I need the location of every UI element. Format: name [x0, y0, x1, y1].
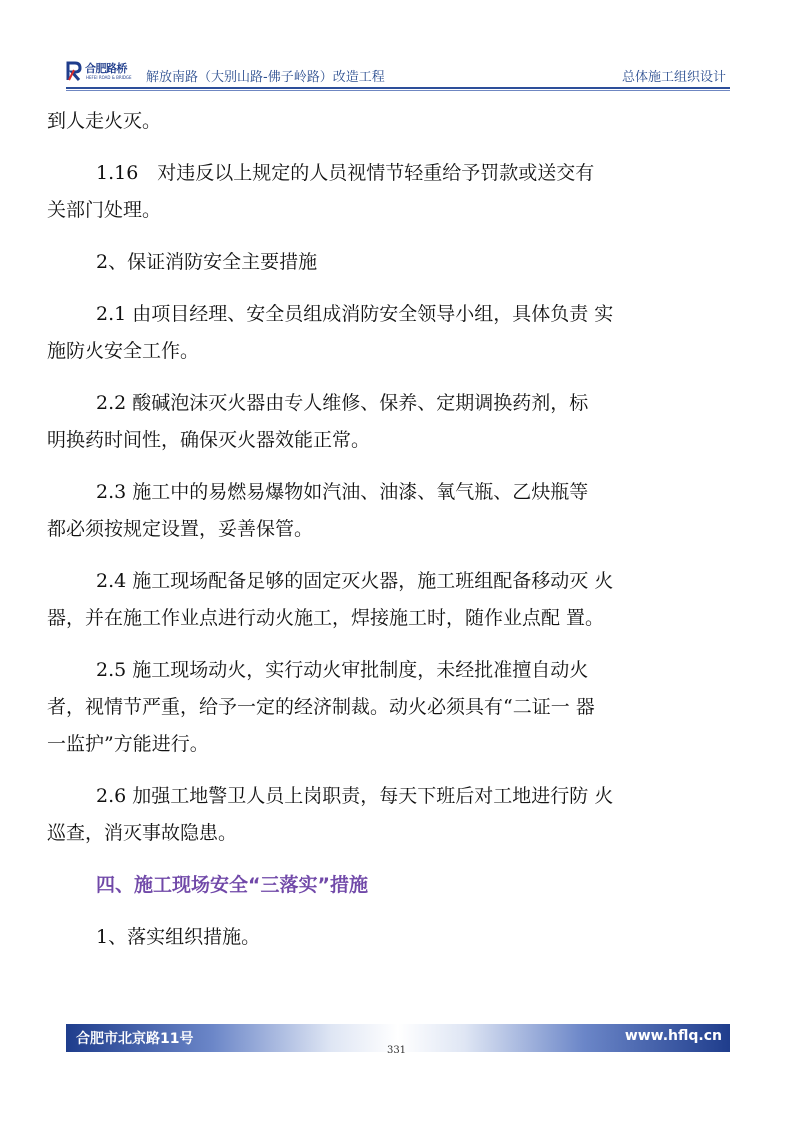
- paragraph-line: 2.5 施工现场动火，实行动火审批制度，未经批准擅自动火: [96, 659, 589, 681]
- paragraph: [47, 155, 736, 229]
- paragraph-line: 2.4 施工现场配备足够的固定灭火器，施工班组配备移动灭 火: [96, 570, 614, 592]
- paragraph: [47, 652, 736, 763]
- paragraph-line: 1、落实组织措施。: [96, 926, 261, 948]
- paragraph-line: 明换药时间性，确保灭火器效能正常。: [47, 429, 371, 451]
- document-body: [47, 103, 736, 971]
- section-heading: 四、施工现场安全“三落实”措施: [96, 874, 368, 896]
- paragraph-line: 2.2 酸碱泡沫灭火器由专人维修、保养、定期调换药剂，标: [96, 392, 589, 414]
- paragraph: [47, 103, 736, 140]
- paragraph-line: 2.3 施工中的易燃易爆物如汽油、油漆、氧气瓶、乙炔瓶等: [96, 481, 589, 503]
- paragraph-line: 关部门处理。: [47, 199, 162, 221]
- header-divider: [66, 87, 730, 89]
- project-title: 解放南路（大别山路-佛子岭路）改造工程: [146, 70, 385, 85]
- paragraph-line: 都必须按规定设置，妥善保管。: [47, 518, 314, 540]
- logo-chinese-text: 合肥路桥: [85, 62, 127, 75]
- logo-english-text: HEFEI ROAD & BRIDGE: [86, 75, 132, 80]
- document-title: 总体施工组织设计: [621, 70, 726, 85]
- company-logo: [66, 60, 138, 86]
- paragraph-line: 到人走火灭。: [47, 110, 162, 132]
- paragraph-line: 施防火安全工作。: [47, 340, 200, 362]
- paragraph-line: 者，视情节严重，给予一定的经济制裁。动火必须具有“二证一 器: [47, 696, 595, 718]
- paragraph-line: 器，并在施工作业点进行动火施工，焊接施工时，随作业点配 置。: [47, 607, 605, 629]
- footer-address: 合肥市北京路11号: [76, 1031, 194, 1047]
- paragraph: [47, 296, 736, 370]
- paragraph-line: 2.6 加强工地警卫人员上岗职责，每天下班后对工地进行防 火: [96, 785, 614, 807]
- page-number: 331: [386, 1045, 407, 1056]
- footer-website: www.hflq.cn: [624, 1028, 722, 1044]
- paragraph: [47, 244, 736, 281]
- paragraph-line: 2.1 由项目经理、安全员组成消防安全领导小组，具体负责 实: [96, 303, 614, 325]
- paragraph-line: 巡查，消灭事故隐患。: [47, 822, 238, 844]
- paragraph: [47, 385, 736, 459]
- paragraph: [47, 474, 736, 548]
- page-header: [66, 58, 730, 88]
- paragraph-line: 1.16 对违反以上规定的人员视情节轻重给予罚款或送交有: [96, 162, 595, 184]
- header-divider-thin: [66, 90, 730, 91]
- paragraph: [47, 778, 736, 852]
- logo-mark-icon: [66, 60, 84, 82]
- paragraph: [47, 919, 736, 956]
- paragraph: [47, 563, 736, 637]
- paragraph-line: 一监护”方能进行。: [47, 733, 209, 755]
- paragraph-line: 2、保证消防安全主要措施: [96, 251, 318, 273]
